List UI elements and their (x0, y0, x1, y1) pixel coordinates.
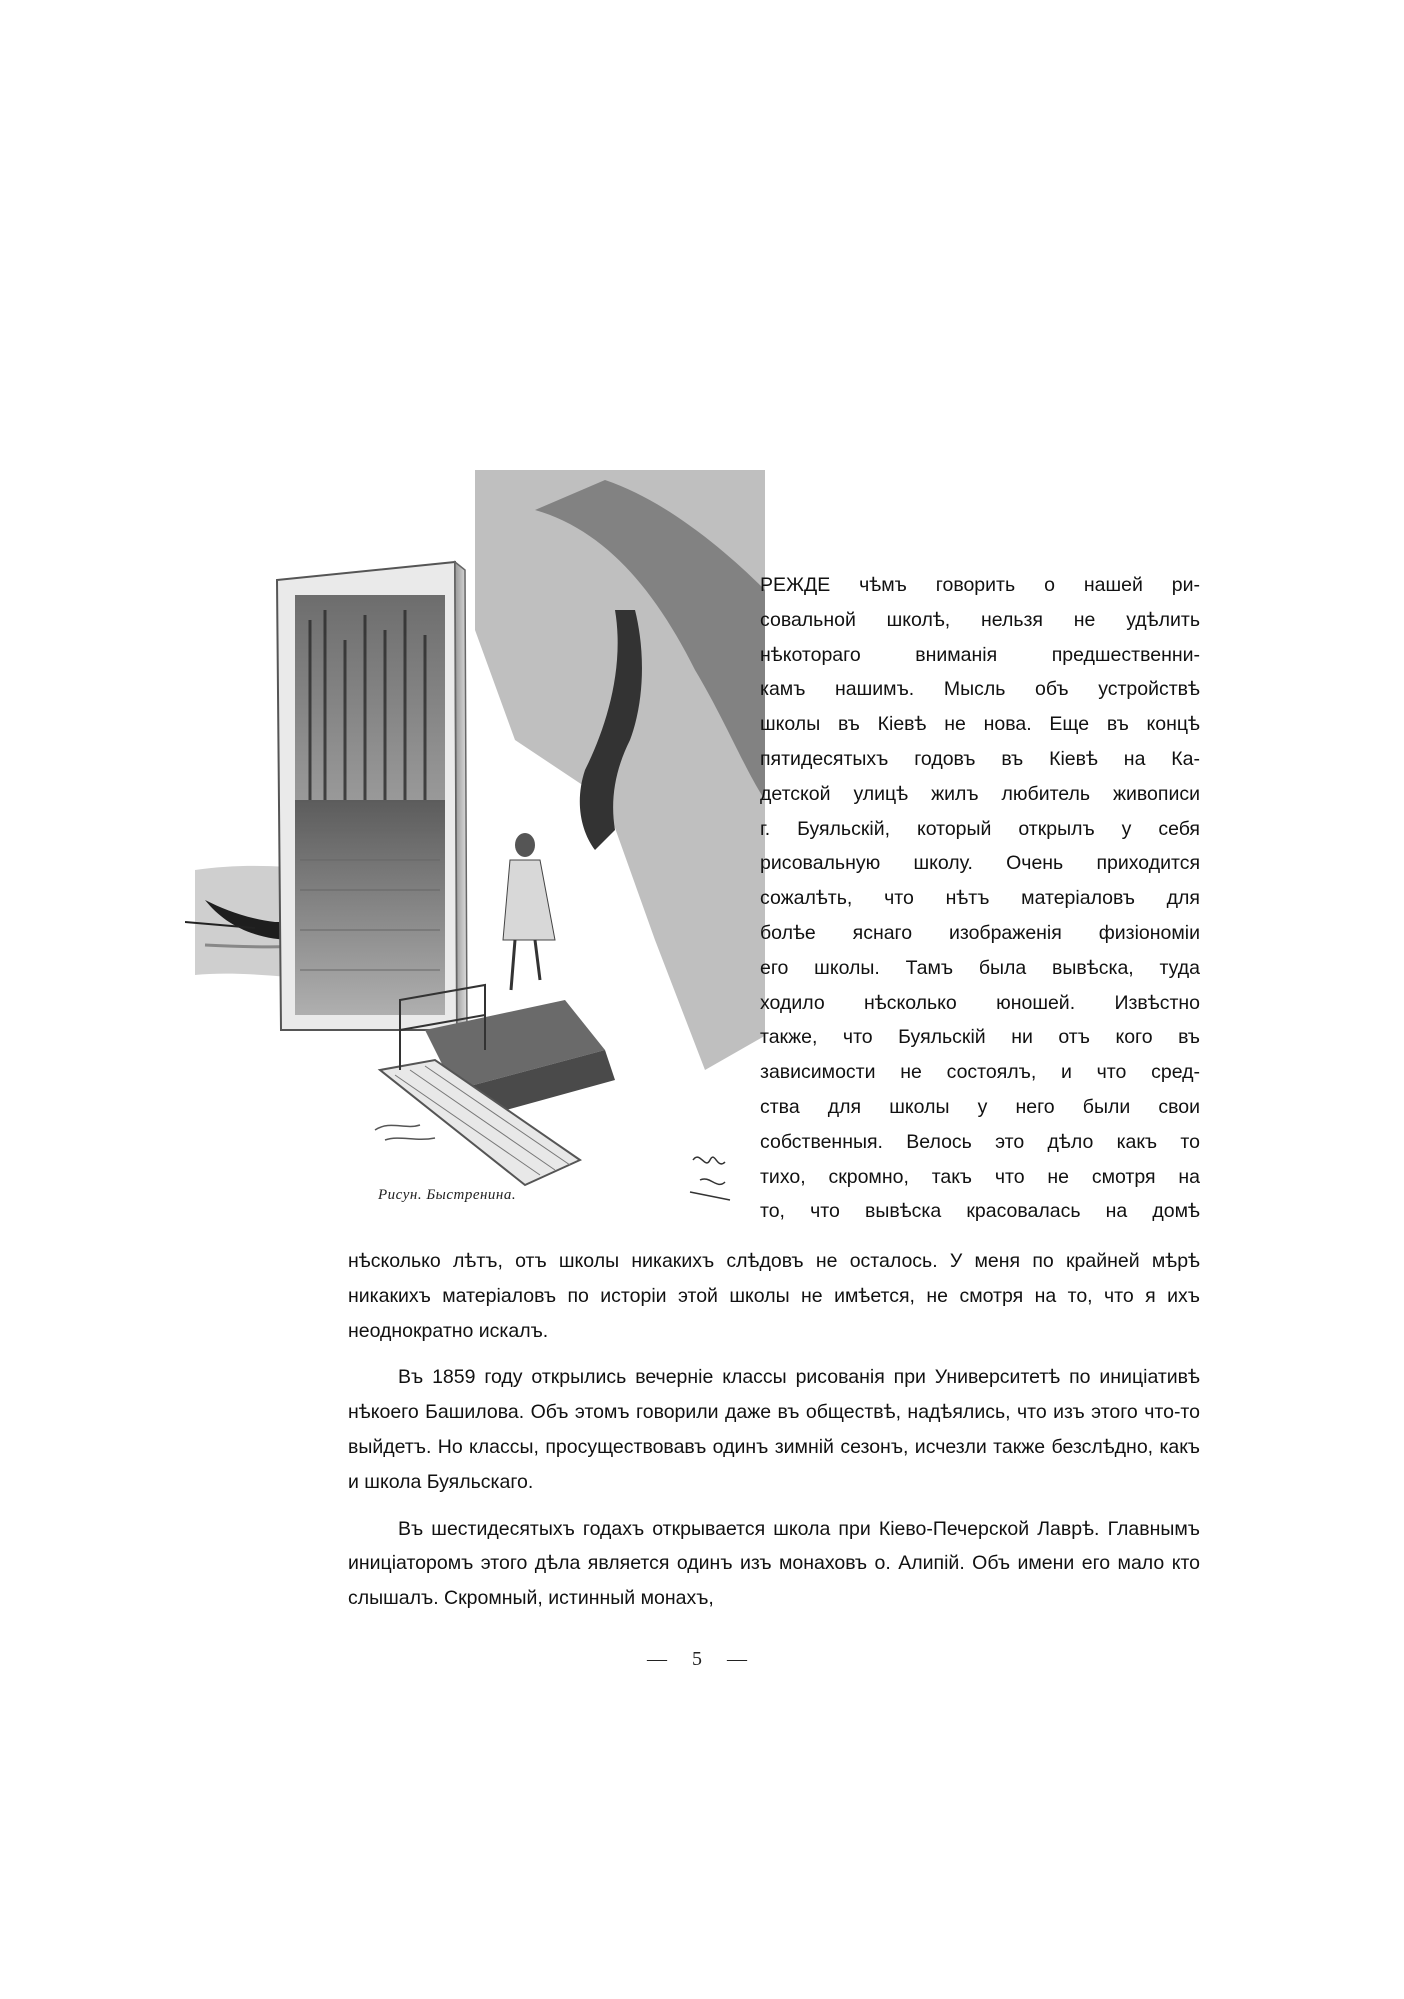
engraving-illustration (185, 470, 765, 1230)
text-line: пятидесятыхъ годовъ въ Кіевѣ на Ка- (760, 747, 1200, 770)
text-line: его школы. Тамъ была вывѣска, туда (760, 956, 1200, 979)
column-text (760, 568, 1200, 1229)
text-line: детской улицѣ жилъ любитель живописи (760, 782, 1200, 805)
text-line: РЕЖДЕ чѣмъ говорить о нашей ри- (760, 574, 1200, 596)
text-line: то, что вывѣска красовалась на домѣ (760, 1200, 1200, 1223)
paragraph-continuation: нѣсколько лѣтъ, отъ школы никакихъ слѣдовъ не осталось. У меня по крайней мѣрѣ никакихъ матеріаловъ по исторіи этой школы не имѣется, не смотря на то, что я ихъ неоднократно искалъ. (348, 1250, 1200, 1342)
text-line: сожалѣть, что нѣтъ матеріаловъ для (760, 887, 1200, 910)
text-line: совальной школѣ, нельзя не удѣлить (760, 608, 1200, 631)
text-line: зависимости не состоялъ, и что сред- (760, 1061, 1200, 1084)
text-line: камъ нашимъ. Мысль объ устройствѣ (760, 678, 1200, 701)
text-line: тихо, скромно, такъ что не смотря на (760, 1165, 1200, 1188)
text-line: г. Буяльскій, который открылъ у себя (760, 817, 1200, 840)
text-line: рисовальную школу. Очень приходится (760, 852, 1200, 875)
body-text (348, 1244, 1200, 1616)
illustration-caption: Рисун. Быстренина. (378, 1187, 517, 1203)
text-line: школы въ Кіевѣ не нова. Еще въ концѣ (760, 713, 1200, 736)
text-line: болѣе яснаго изображенія физіономіи (760, 921, 1200, 944)
text-line: собственныя. Велось это дѣло какъ то (760, 1130, 1200, 1153)
paragraph: Въ 1859 году открылись вечерніе классы рисованія при Университетѣ по иниціативѣ нѣкоего Башилова. Объ этомъ говорили даже въ обществѣ, надѣялись, что изъ этого что-то выйдетъ. Но классы, просуществовавъ одинъ зимній сезонъ, исчезли также безслѣдно, какъ и школа Буяльскаго. (348, 1366, 1200, 1493)
text-line: ходило нѣсколько юношей. Извѣстно (760, 991, 1200, 1014)
text-line: нѣкотораго вниманія предшественни- (760, 643, 1200, 666)
page-number: — 5 — (647, 1648, 757, 1670)
text-line: также, что Буяльскій ни отъ кого въ (760, 1026, 1200, 1049)
paragraph: Въ шестидесятыхъ годахъ открывается школа при Кіево-Печерской Лаврѣ. Главнымъ иниціаторомъ этого дѣла является одинъ изъ монаховъ о. Алипій. Объ имени его мало кто слышалъ. Скромный, истинный монахъ, (348, 1517, 1200, 1610)
text-line: ства для школы у него были свои (760, 1095, 1200, 1118)
